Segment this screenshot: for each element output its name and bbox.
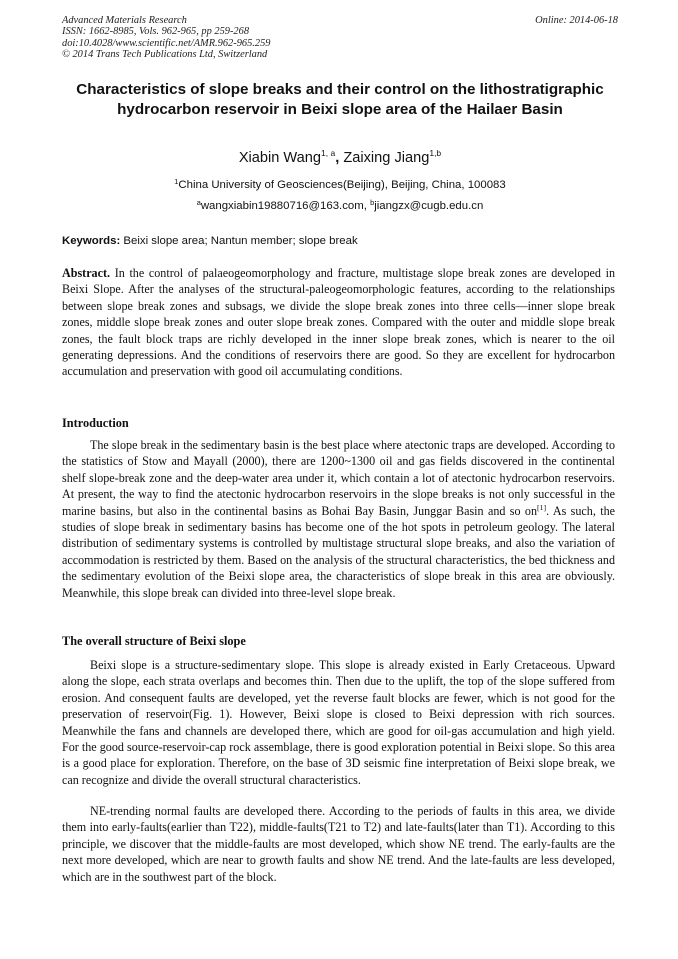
online-date: Online: 2014-06-18: [535, 15, 618, 26]
copyright-line: © 2014 Trans Tech Publications Ltd, Switzerland: [62, 49, 268, 61]
email-a[interactable]: wangxiabin19880716@163.com,: [200, 200, 367, 212]
affiliation: [62, 178, 618, 192]
author-separator: ,: [335, 150, 340, 166]
affiliation-text: China University of Geosciences(Beijing), Beijing, China, 100083: [178, 179, 506, 191]
email-a-mark: a: [196, 198, 201, 207]
introduction-paragraph: [62, 437, 615, 601]
doi-line: doi:10.4028/www.scientific.net/AMR.962-965.259: [62, 37, 271, 49]
email-b-mark: b: [370, 198, 375, 207]
introduction-text-1: The slope break in the sedimentary basin is the best place where atectonic traps are developed. According to the statistics of Stow and Mayall (2000), there are 1200~1300 oil and gas fields discovered in the continental shelf slope-break zone and the deep-water area under it, which contain a lot of atectonic hydrocarbon reservoirs. At present, the way to find the atectonic hydrocarbon reservoirs in the slope breaks is not only successful in the marine basins, but also in the continental basins as Bohai Bay Basin, Junggar Basin and so on: [62, 438, 615, 518]
citation-1[interactable]: [1]: [537, 502, 547, 512]
author-2-name: Zaixing Jiang: [343, 150, 430, 166]
email-b[interactable]: jiangzx@cugb.edu.cn: [374, 200, 484, 212]
introduction-heading: Introduction: [62, 416, 129, 430]
abstract: [62, 265, 615, 380]
author-emails: [62, 199, 618, 213]
journal-header: [62, 15, 618, 61]
affiliation-mark: 1: [174, 177, 179, 186]
author-1-name: Xiabin Wang: [238, 150, 322, 166]
abstract-text: In the control of palaeogeomorphology and fracture, multistage slope break zones are developed in Beixi Slope. After the analyses of the structural-paleogeomorphologic features, according to the relationships between slope break zones and subsags, we divide the slope break zones into three cells—inner slope break zones, middle slope break zones and outer slope break zones. Compared with the outer and middle slope break zones, the fault block traps are richly developed in the inner slope break zones, which is nearer to the oil generating depressions. And the conditions of reservoirs there are good. So they are excellent for hydrocarbon accumulation and preservation with good oil accumulating conditions.: [62, 266, 615, 379]
keywords-text: Beixi slope area; Nantun member; slope break: [123, 235, 358, 247]
structure-paragraph-1: Beixi slope is a structure-sedimentary slope. This slope is already existed in Early Cretaceous. Upward along the slope, each strata overlaps and becomes thin. Then due to the uplift, the top of the slope suffered from erosion. And consequent faults are developed, yet the reverse fault blocks are fewer, which is not good for the preservation of reservoir(Fig. 1). However, Beixi slope is closed to Beixi depression with rich sources. Meanwhile the fans and channels are developed there, which are good for oil-gas accumulation and high yield. For the good source-reservoir-cap rock assemblage, there is good exploration potential in Beixi slope. So this area is a good place for exploration. Therefore, on the base of 3D seismic fine interpretation of Beixi slope break, we can recognize and divide the overall structural characteristics.: [62, 658, 615, 787]
paper-title: Characteristics of slope breaks and their control on the lithostratigraphic hydrocarbon reservoir in Beixi slope area of the Hailaer Basin: [76, 81, 604, 118]
author-line: [62, 149, 618, 167]
journal-name: Advanced Materials Research: [62, 15, 187, 26]
introduction-text-2: . As such, the studies of slope break in sedimentary basins has become one of the hot spots in petroleum geology. The lateral distribution of sedimentary systems is controlled by multistage structural slope breaks, and also the variation of accommodation is restricted by them. Based on the analysis of the structural characteristics, the bed thickness and the sedimentary evolution of the Beixi slope area, the characteristics of slope break in this area are obviously. Meanwhile, this slope break can divided into three-level slope break.: [62, 503, 616, 600]
author-2-superscript: 1,b: [429, 148, 442, 158]
keywords: [62, 234, 618, 248]
abstract-label: Abstract.: [62, 266, 111, 280]
structure-paragraph-2: NE-trending normal faults are developed there. According to the periods of faults in this area, we divide them into early-faults(earlier than T22), middle-faults(T21 to T2) and late-faults(later than T1). According to this principle, we discover that the middle-faults are most developed, which show NE trend. The early-faults are the next more developed, which are near to growth faults and show NE trend. And the late-faults are less developed, which are in the southwest part of the block.: [62, 804, 615, 884]
issn-line: ISSN: 1662-8985, Vols. 962-965, pp 259-268: [62, 26, 250, 38]
keywords-label: Keywords:: [62, 235, 121, 247]
author-1-superscript: 1, a: [321, 148, 336, 158]
structure-heading: The overall structure of Beixi slope: [62, 634, 246, 648]
